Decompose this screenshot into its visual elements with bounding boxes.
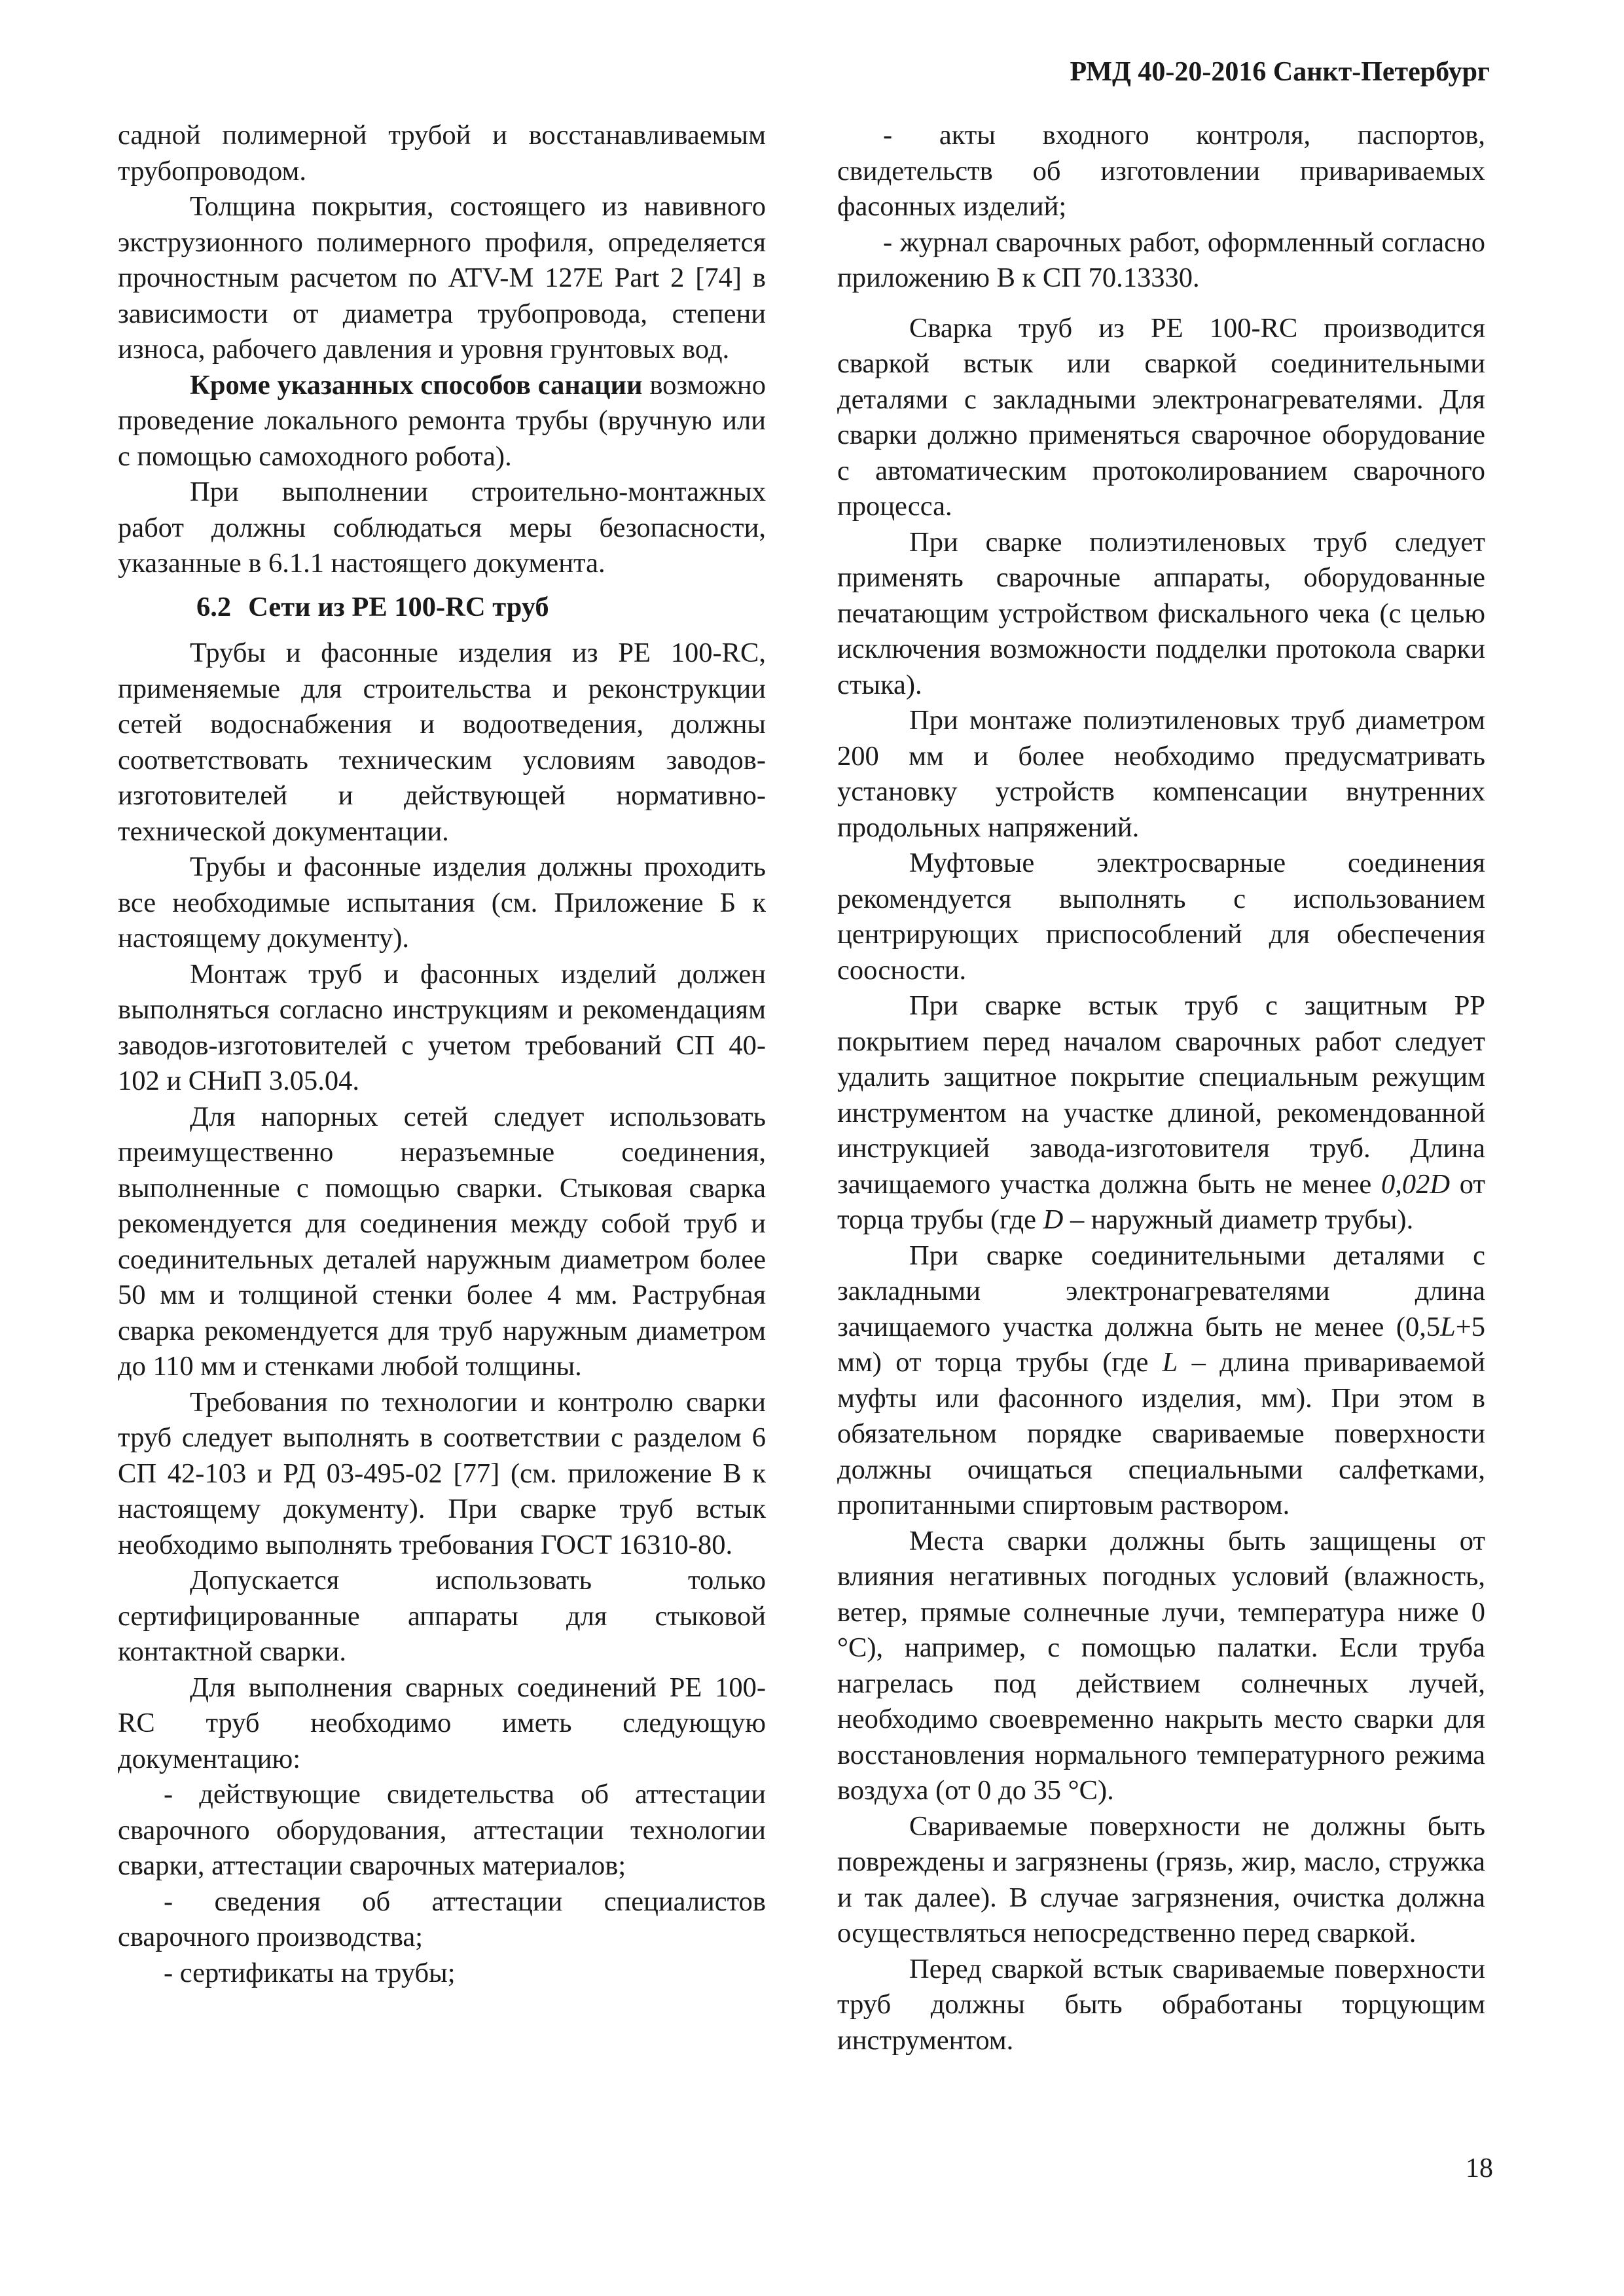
paragraph: садной полимерной трубой и восстанавливаемым трубопроводом. xyxy=(118,120,766,187)
paragraph: Для напорных сетей следует использовать преимущественно неразъемные соединения, выполненные с помощью сварки. Стыковая сварка рекомендуется для соединения между собой труб и соединительных деталей наружным диаметром более 50 мм и толщиной стенки более 4 мм. Раструбная сварка рекомендуется для труб наружным диаметром до 110 мм и стенками любой толщины. xyxy=(118,1101,766,1382)
paragraph-text: При сварке встык труб с защитным PP покрытием перед началом сварочных работ следует удалить защитное покрытие специальным режущим инструментом на участке длиной, рекомендованной инструкцией завода-изготовителя труб. Длина зачищаемого участка должна быть не менее xyxy=(837,990,1485,1200)
paragraph: Трубы и фасонные изделия должны проходить все необходимые испытания (см. Приложение Б к настоящему документу). xyxy=(118,852,766,954)
paragraph: Сварка труб из PE 100-RC производится сваркой встык или сваркой соединительными деталями с закладными электронагревателями. Для сварки должно применяться сварочное оборудование с автоматическим протоколированием сварочного процесса. xyxy=(837,312,1485,522)
page-number: 18 xyxy=(1466,2153,1493,2183)
paragraph-text: – наружный диаметр трубы). xyxy=(1063,1204,1414,1235)
paragraph: Допускается использовать только сертифицированные аппараты для стыковой контактной сварки. xyxy=(118,1565,766,1667)
paragraph: Требования по технологии и контролю сварки труб следует выполнять в соответствии с разделом 6 СП 42-103 и РД 03-495-02 [77] (см. приложение В к настоящему документу). При сварке труб встык необходимо выполнять требования ГОСТ 16310-80. xyxy=(118,1386,766,1560)
paragraph: Перед сваркой встык свариваемые поверхности труб должны быть обработаны торцующим инструментом. xyxy=(837,1953,1485,2056)
paragraph: При выполнении строительно-монтажных работ должны соблюдаться меры безопасности, указанные в 6.1.1 настоящего документа. xyxy=(118,476,766,579)
list-item: - журнал сварочных работ, оформленный согласно приложению В к СП 70.13330. xyxy=(837,226,1485,293)
variable-text: D xyxy=(1043,1204,1064,1235)
paragraph-text: от торца трубы (где xyxy=(837,1168,1486,1235)
paragraph: Толщина покрытия, состоящего из навивного экструзионного полимерного профиля, определяется прочностным расчетом по ATV-M 127E Part 2 [74] в зависимости от диаметра трубопровода, степени износа, рабочего давления и уровня грунтовых вод. xyxy=(118,191,766,365)
paragraph xyxy=(118,368,766,475)
paragraph: Свариваемые поверхности не должны быть повреждены и загрязнены (грязь, жир, масло, стружка и так далее). В случае загрязнения, очистка должна осуществляться непосредственно перед сваркой. xyxy=(837,1810,1485,1948)
paragraph: Для выполнения сварных соединений PE 100-RC труб необходимо иметь следующую документацию: xyxy=(118,1672,766,1774)
left-column xyxy=(118,118,766,1991)
paragraph xyxy=(837,988,1485,1238)
paragraph: При сварке полиэтиленовых труб следует применять сварочные аппараты, оборудованные печатающим устройством фискального чека (с целью исключения возможности подделки протокола сварки стыка). xyxy=(837,526,1485,700)
paragraph xyxy=(837,1238,1485,1524)
formula-text: 0,02D xyxy=(1380,1168,1451,1200)
paragraph-text: возможно проведение локального ремонта трубы (вручную или с помощью самоходного робота). xyxy=(118,369,766,472)
right-column xyxy=(837,118,1485,2058)
list-item: - акты входного контроля, паспортов, свидетельств об изготовлении привариваемых фасонных изделий; xyxy=(837,120,1485,222)
list-item: - сведения об аттестации специалистов сварочного производства; xyxy=(118,1886,766,1952)
paragraph: Места сварки должны быть защищены от влияния негативных погодных условий (влажность, ветер, прямые солнечные лучи, температура ниже 0 °С), например, с помощью палатки. Если труба нагрелась под действием солнечных лучей, необходимо своевременно накрыть место сварки для восстановления нормального температурного режима воздуха (от 0 до 35 °С). xyxy=(837,1525,1485,1806)
running-header: РМД 40-20-2016 Санкт-Петербург xyxy=(1070,57,1490,87)
paragraph: Монтаж труб и фасонных изделий должен выполняться согласно инструкциям и рекомендациям заводов-изготовителей с учетом требований СП 40-102 и СНиП 3.05.04. xyxy=(118,958,766,1096)
paragraph-text: – длина привариваемой муфты или фасонного изделия, мм). При этом в обязательном порядке свариваемые поверхности должны очищаться специальными салфетками, пропитанными спиртовым раствором. xyxy=(837,1347,1485,1520)
variable-text: L xyxy=(1162,1347,1178,1378)
paragraph: Трубы и фасонные изделия из PE 100-RC, применяемые для строительства и реконструкции сетей водоснабжения и водоотведения, должны соответствовать техническим условиям заводов-изготовителей и действующей нормативно-технической документации. xyxy=(118,637,766,847)
variable-text: L xyxy=(1440,1311,1456,1342)
paragraph: Муфтовые электросварные соединения рекомендуется выполнять с использованием центрирующих приспособлений для обеспечения соосности. xyxy=(837,848,1485,986)
list-item: - сертификаты на трубы; xyxy=(164,1957,456,1988)
bold-lead-in: Кроме указанных способов санации xyxy=(190,369,643,401)
section-heading xyxy=(118,590,766,626)
paragraph: При монтаже полиэтиленовых труб диаметром 200 мм и более необходимо предусматривать установку устройств компенсации внутренних продольных напряжений. xyxy=(837,705,1485,843)
section-number: 6.2 xyxy=(196,591,232,622)
section-title: Сети из PE 100-RC труб xyxy=(248,591,549,622)
list-item: - действующие свидетельства об аттестации сварочного оборудования, аттестации технологии сварки, аттестации сварочных материалов; xyxy=(118,1779,766,1881)
paragraph-text: +5 мм) от торца трубы (где xyxy=(837,1311,1485,1378)
paragraph-text: При сварке соединительными деталями с закладными электронагревателями длина зачищаемого участка должна быть не менее (0,5 xyxy=(837,1240,1485,1342)
